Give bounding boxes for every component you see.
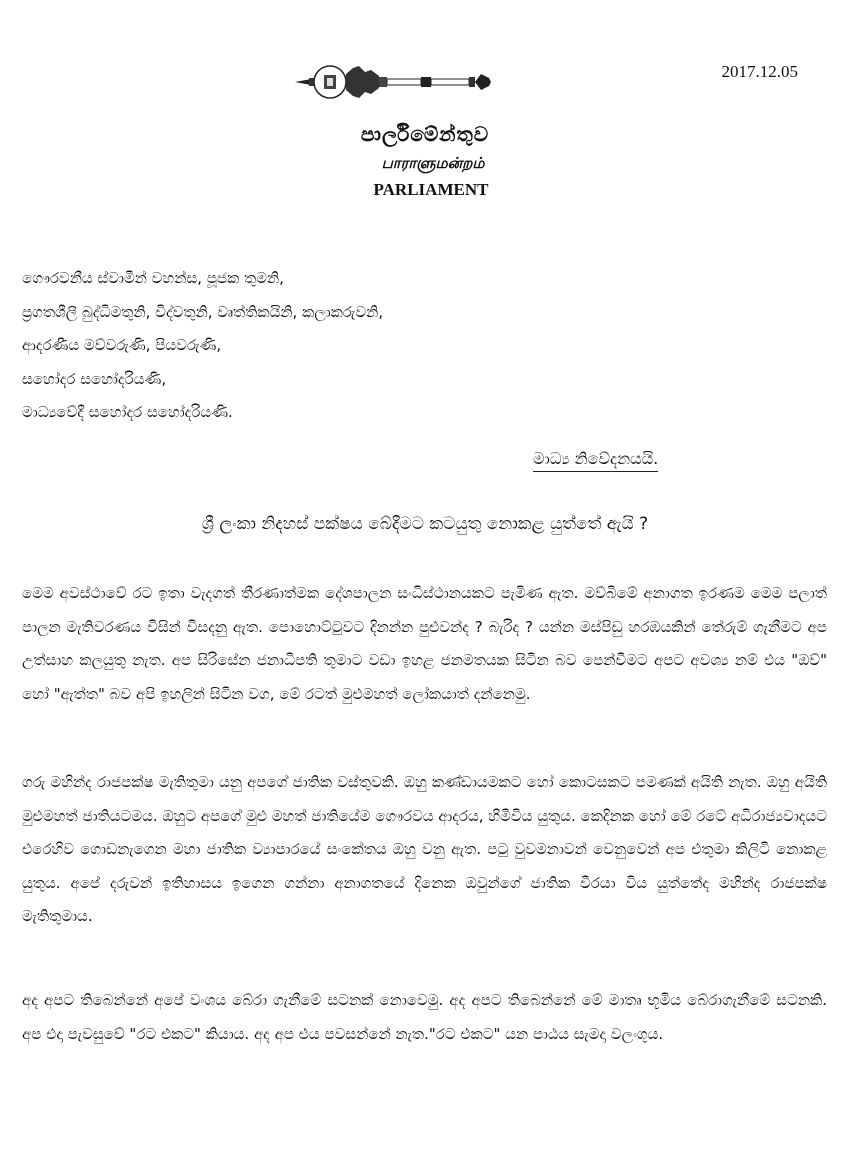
body-paragraph-3: අද අපට තිබෙන්නේ අපේ වංශය බේරා ගැනීමේ සටනක් නොවෙමු. අද අපට තිබෙන්නේ මේ මාතෘ භූමිය බේරාගැනීමේ සටනකි. අප එදා පැවසුවේ "රට එකට" කියාය. අද අප එය පවසන්නේ නැත."රට එකට" යන පාඨය සැමදා වලංගුය. <box>22 991 827 1043</box>
salutation-line: මාධ්‍යවේදී සහෝදර සහෝදරියණි. <box>22 403 233 421</box>
body-paragraph-1: මෙම අවස්ථාවේ රට ඉතා වැදගත් තීරණාත්මක දේශපාලන සංධිස්ථානයකට පැමිණ ඇත. මව්බිමේ අනාගත ඉරණම මෙම පලාත් පාලන මැතිවරණය විසින් විසදනු ඇත. පොහොට්ටුවට දිනන්න පුළුවන්ද ? බැරිද ? යන්න මස්පිඩු හරඹයකින් තේරුම් ගැනීමට අප උත්සාහ කලයුතු නැත. අප සිරිසේන ජනාධිපති තුමාට වඩා ඉහළ ජනමතයක සිටින බව පෙන්වීමට අපට අවශ්‍ය නම් එය "ඔව්" හෝ "ඇත්ත" බව අපි ඉහලින් සිටින වග, මේ රටත් මුළුමහත් ලෝකයාත් දන්නෙමු. <box>22 584 827 703</box>
title-sinhala: පාර්ලිමේන්තුව <box>360 122 490 146</box>
body-paragraph-2: ගරු මහින්ද රාජපක්ෂ මැතිතුමා යනු අපගේ ජාතික වස්තුවකි. ඔහු කණ්ඩායමකට හෝ කොටසකට පමණක් අයිති නැත. ඔහු අයිති මුළුමහත් ජාතියටමය. ඔහුට අපගේ මුළු මහත් ජාතියේම ගෞරවය ආදරය, හිමිවිය යුතුය. කෙදිනක හෝ මේ රටේ අධිරාජ්‍යවාදයට එරෙහිව ගොඩනැගෙන මහා ජාතික ව්‍යාපාරයේ සංකේතය ඔහු වනු ඇත. පටු වුවමනාවන් වෙනුවෙන් අප එතුමා කිලිටි නොකළ යුතුය. අපේ දරුවන් ඉතිහාසය ඉගෙන ගන්නා අනාගතයේ දිනෙක ඔවුන්ගේ ජාතික වීරයා විය යුත්තේද මහින්ද රාජපක්ෂ මැතිතුමාය. <box>22 773 827 925</box>
salutation-line: සහෝදර සහෝදරියණි, <box>22 369 167 388</box>
headline: ශ්‍රී ලංකා නිදහස් පක්ෂය බේදීමට කටයුතු නොකළ යුත්තේ ඇයි ? <box>201 514 649 534</box>
salutation-line: ආදරණීය මව්වරුණි, පියවරුණි, <box>22 336 222 354</box>
media-release-label: මාධ්‍ය නිවේදනයයි. <box>533 449 658 472</box>
title-tamil: பாராளுமன்றம் <box>381 154 485 172</box>
title-english: PARLIAMENT <box>373 180 489 199</box>
document-date: 2017.12.05 <box>721 62 798 81</box>
salutation-line: ප්‍රගතශීලී බුද්ධිමතුනි, විද්වතුනි, වෘත්තිකයිනි, කලාකරුවනි, <box>22 302 384 321</box>
salutation-line: ගෞරවනීය ස්වාමීන් වහන්ස, පූජක තුමනි, <box>22 269 284 287</box>
parliament-mace-icon <box>293 62 493 104</box>
salutations-block <box>22 262 383 430</box>
